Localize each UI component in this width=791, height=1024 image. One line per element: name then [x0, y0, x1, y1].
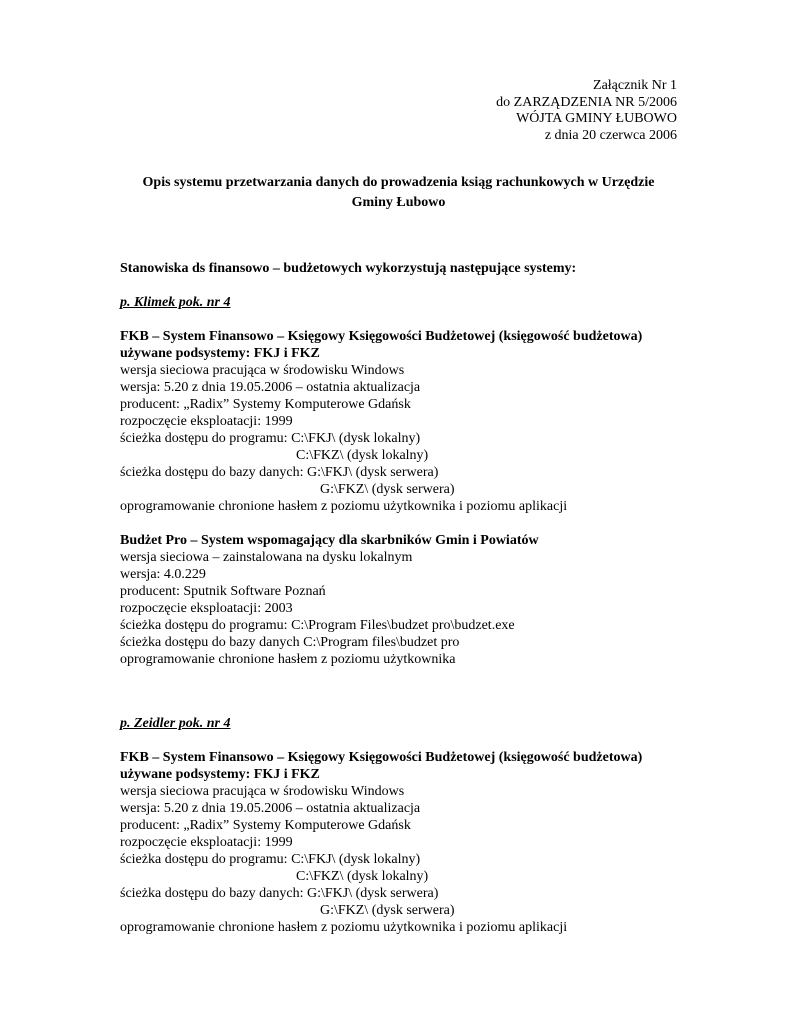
system-title-line: FKB – System Finansowo – Księgowy Księgowości Budżetowej (księgowość budżetowa) — [120, 750, 643, 765]
system-line: wersja sieciowa – zainstalowana na dysku lokalnym — [120, 550, 413, 565]
title-line: Gminy Łubowo — [351, 195, 446, 210]
annex-line: WÓJTA GMINY ŁUBOWO — [516, 111, 677, 126]
intro-line: Stanowiska ds finansowo – budżetowych wykorzystują następujące systemy: — [120, 261, 577, 276]
system-line: producent: Sputnik Software Poznań — [120, 584, 326, 599]
system-line: G:\FKZ\ (dysk serwera) — [320, 903, 455, 918]
system-line: oprogramowanie chronione hasłem z poziomu użytkownika i poziomu aplikacji — [120, 499, 568, 514]
title-line: Opis systemu przetwarzania danych do prowadzenia ksiąg rachunkowych w Urzędzie — [142, 175, 655, 190]
section — [120, 715, 677, 936]
section-heading: p. Klimek pok. nr 4 — [120, 295, 231, 310]
system-line: C:\FKZ\ (dysk lokalny) — [296, 448, 429, 463]
annex-line: Załącznik Nr 1 — [593, 78, 677, 93]
system-line: rozpoczęcie eksploatacji: 1999 — [120, 835, 293, 850]
system-line: rozpoczęcie eksploatacji: 2003 — [120, 601, 293, 616]
system-line: wersja sieciowa pracująca w środowisku Windows — [120, 363, 405, 378]
section — [120, 294, 677, 668]
system-title-line: używane podsystemy: FKJ i FKZ — [120, 767, 320, 782]
system-line: ścieżka dostępu do bazy danych: G:\FKJ\ (dysk serwera) — [120, 465, 439, 480]
annex-line: do ZARZĄDZENIA NR 5/2006 — [496, 94, 677, 110]
system-line: ścieżka dostępu do bazy danych: G:\FKJ\ (dysk serwera) — [120, 886, 439, 901]
section-heading: p. Zeidler pok. nr 4 — [120, 716, 231, 731]
system-line: ścieżka dostępu do bazy danych C:\Program files\budzet pro — [120, 635, 460, 650]
system-line: rozpoczęcie eksploatacji: 1999 — [120, 414, 293, 429]
system-block — [120, 532, 677, 668]
system-title-line: FKB – System Finansowo – Księgowy Księgowości Budżetowej (księgowość budżetowa) — [120, 329, 643, 344]
system-line: ścieżka dostępu do programu: C:\FKJ\ (dysk lokalny) — [120, 431, 421, 446]
system-line: wersja sieciowa pracująca w środowisku Windows — [120, 784, 405, 799]
system-line: oprogramowanie chronione hasłem z poziomu użytkownika i poziomu aplikacji — [120, 920, 568, 935]
system-line: producent: „Radix” Systemy Komputerowe Gdańsk — [120, 397, 411, 412]
system-title-line: używane podsystemy: FKJ i FKZ — [120, 346, 320, 361]
system-line: ścieżka dostępu do programu: C:\FKJ\ (dysk lokalny) — [120, 852, 421, 867]
system-line: ścieżka dostępu do programu: C:\Program Files\budzet pro\budzet.exe — [120, 618, 515, 633]
system-line: C:\FKZ\ (dysk lokalny) — [296, 869, 429, 884]
system-block — [120, 749, 677, 936]
system-title-line: Budżet Pro – System wspomagający dla skarbników Gmin i Powiatów — [120, 533, 539, 548]
sections-container — [120, 294, 677, 936]
annex-line: z dnia 20 czerwca 2006 — [544, 127, 677, 143]
document-title — [120, 173, 677, 213]
system-line: oprogramowanie chronione hasłem z poziomu użytkownika — [120, 652, 456, 667]
system-line: G:\FKZ\ (dysk serwera) — [320, 482, 455, 497]
annex-block — [120, 78, 677, 144]
system-line: wersja: 4.0.229 — [120, 567, 206, 582]
system-line: wersja: 5.20 z dnia 19.05.2006 – ostatnia aktualizacja — [120, 380, 421, 395]
system-line: wersja: 5.20 z dnia 19.05.2006 – ostatnia aktualizacja — [120, 801, 421, 816]
system-block — [120, 328, 677, 515]
system-line: producent: „Radix” Systemy Komputerowe Gdańsk — [120, 818, 411, 833]
